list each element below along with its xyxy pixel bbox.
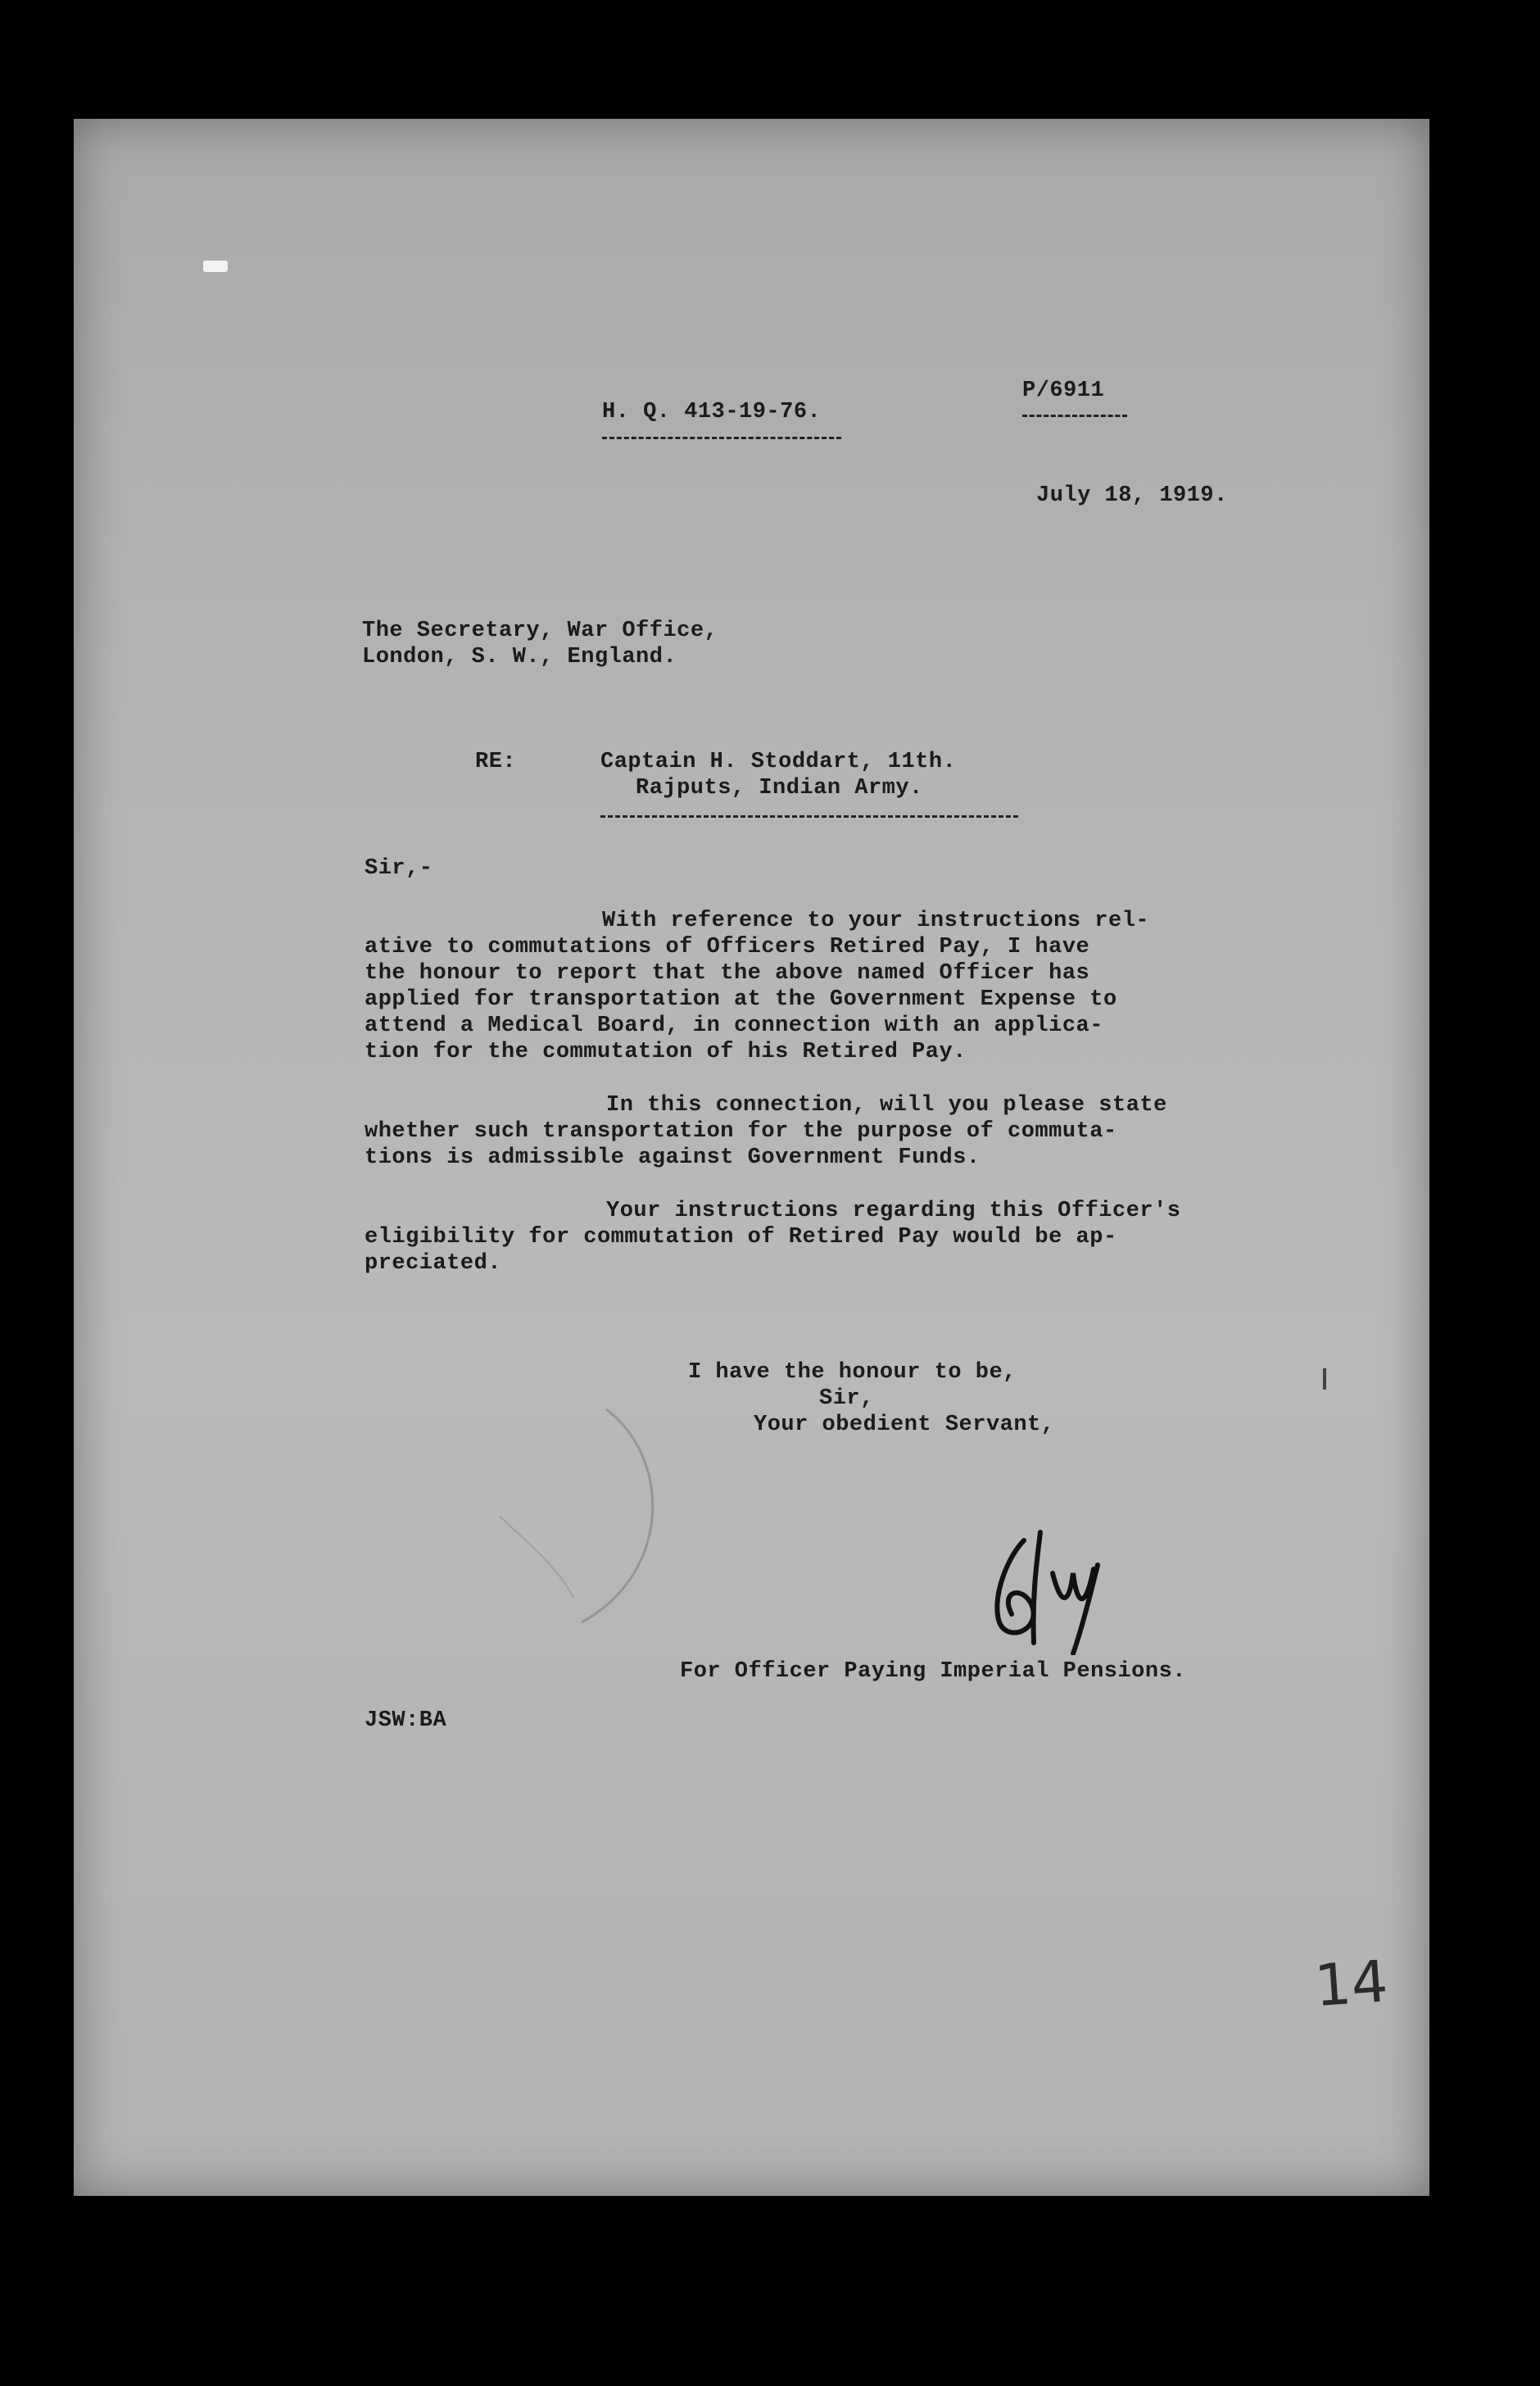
closing-line-3: Your obedient Servant, (754, 1413, 1055, 1437)
closing-line-2: Sir, (819, 1386, 874, 1411)
pencil-arc-mark (483, 1393, 680, 1639)
paragraph-1-line-6: tion for the commutation of his Retired Pay. (365, 1040, 967, 1064)
paragraph-1-line-4: applied for transportation at the Government Expense to (365, 987, 1117, 1012)
paragraph-1-line-1: With reference to your instructions rel- (602, 909, 1150, 933)
handwritten-signature (975, 1508, 1130, 1655)
sub-reference: P/6911 (1022, 379, 1105, 403)
punch-mark (203, 261, 228, 272)
paragraph-2-line-3: tions is admissible against Government Funds. (365, 1145, 981, 1170)
addressee-line-1: The Secretary, War Office, (362, 619, 718, 643)
re-label: RE: (475, 750, 517, 774)
re-subject-line-1: Captain H. Stoddart, 11th. (600, 750, 957, 774)
salutation: Sir,- (365, 856, 433, 881)
file-reference: H. Q. 413-19-76. (602, 400, 822, 424)
letter-date: July 18, 1919. (1036, 483, 1228, 508)
file-reference-underline (602, 437, 841, 439)
re-subject-underline (600, 815, 1018, 818)
addressee-line-2: London, S. W., England. (362, 645, 677, 669)
closing-line-1: I have the honour to be, (688, 1360, 1017, 1385)
typist-initials: JSW:BA (365, 1708, 447, 1733)
paragraph-3-line-3: preciated. (365, 1251, 502, 1276)
paragraph-3-line-1: Your instructions regarding this Officer's (606, 1199, 1181, 1223)
re-subject-line-2: Rajputs, Indian Army. (636, 776, 923, 801)
paragraph-3-line-2: eligibility for commutation of Retired Pay would be ap- (365, 1225, 1117, 1250)
paragraph-1-line-5: attend a Medical Board, in connection with an applica- (365, 1014, 1103, 1038)
handwritten-page-number: 14 (1312, 1947, 1390, 2021)
margin-tick (1323, 1368, 1326, 1390)
paragraph-2-line-1: In this connection, will you please state (606, 1093, 1167, 1118)
sub-reference-underline (1022, 415, 1127, 417)
paragraph-1-line-2: ative to commutations of Officers Retired Pay, I have (365, 935, 1090, 959)
paragraph-2-line-2: whether such transportation for the purpose of commuta- (365, 1119, 1117, 1144)
signatory-title: For Officer Paying Imperial Pensions. (680, 1659, 1186, 1684)
paragraph-1-line-3: the honour to report that the above named Officer has (365, 961, 1090, 986)
